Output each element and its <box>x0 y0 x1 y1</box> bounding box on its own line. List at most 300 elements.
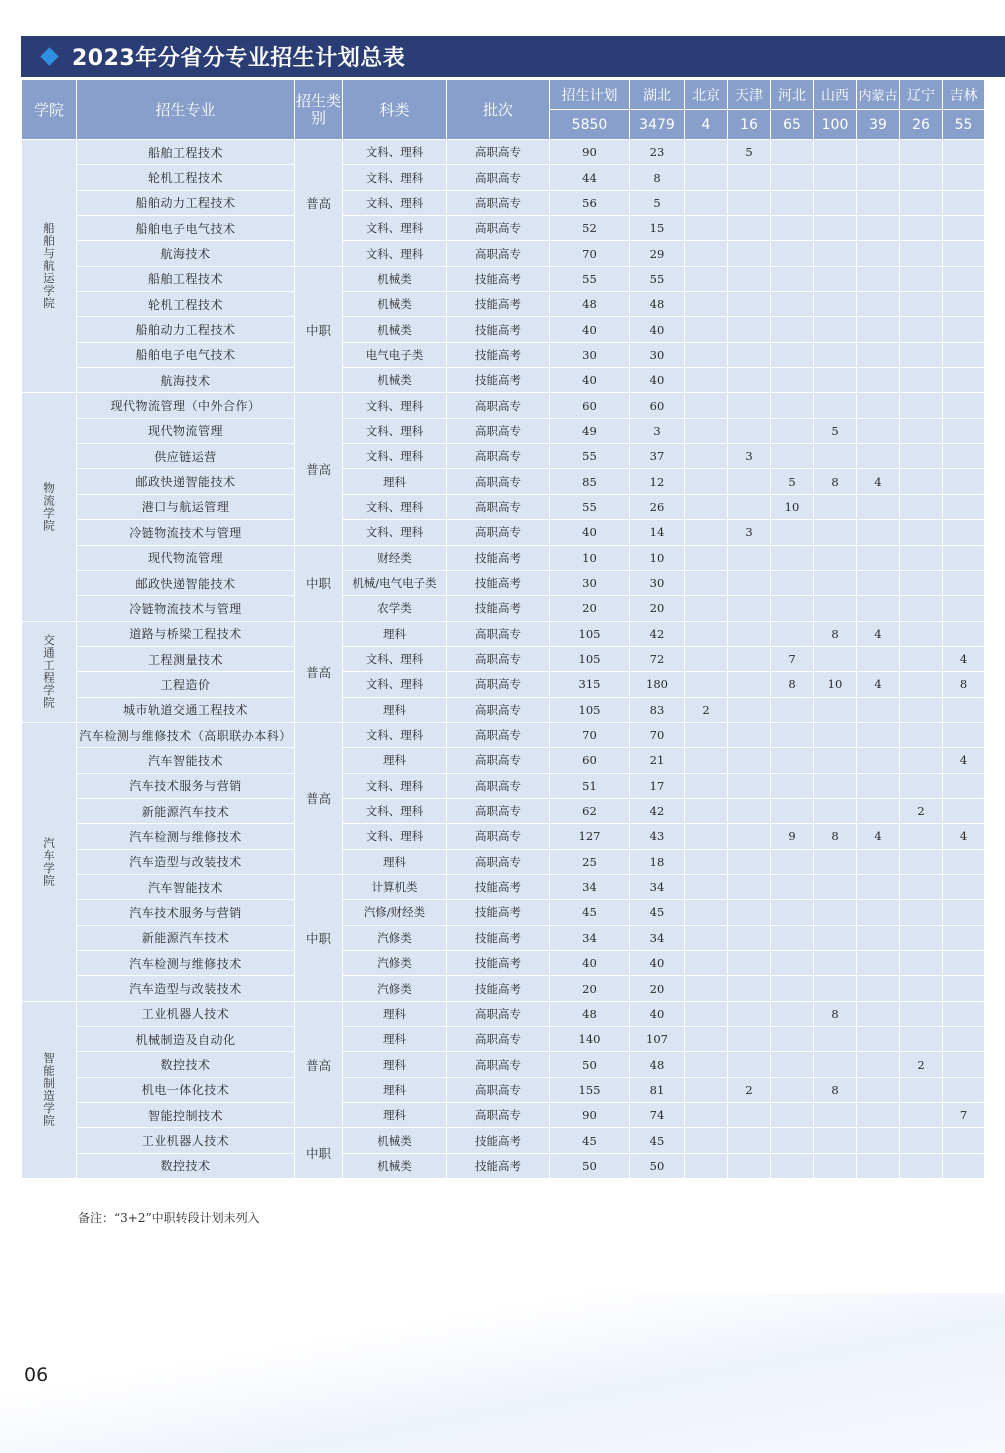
subject-type: 理科 <box>343 1103 447 1128</box>
province-count: 15 <box>630 216 685 241</box>
province-count <box>900 697 943 722</box>
major-name: 邮政快递智能技术 <box>77 570 295 595</box>
province-count: 4 <box>857 621 900 646</box>
major-name: 邮政快递智能技术 <box>77 469 295 494</box>
province-count <box>857 190 900 215</box>
province-count: 5 <box>814 418 857 443</box>
plan-total: 70 <box>550 241 630 266</box>
batch-type: 高职高专 <box>447 646 550 671</box>
province-count: 45 <box>630 900 685 925</box>
province-count <box>900 1103 943 1128</box>
province-count <box>857 570 900 595</box>
province-count <box>900 951 943 976</box>
table-row <box>22 874 985 899</box>
table-row <box>22 190 985 215</box>
subject-type: 文科、理科 <box>343 773 447 798</box>
province-count <box>900 925 943 950</box>
province-count <box>685 621 728 646</box>
table-row <box>22 570 985 595</box>
subject-type: 机械类 <box>343 1128 447 1153</box>
province-count <box>900 570 943 595</box>
province-count <box>900 621 943 646</box>
province-count <box>943 1077 985 1102</box>
province-count <box>685 1052 728 1077</box>
plan-total: 60 <box>550 748 630 773</box>
table-row <box>22 1128 985 1153</box>
plan-total: 315 <box>550 672 630 697</box>
province-count <box>900 849 943 874</box>
province-count <box>943 1001 985 1026</box>
province-count: 8 <box>814 1001 857 1026</box>
subject-type: 文科、理科 <box>343 241 447 266</box>
province-count <box>900 646 943 671</box>
province-count <box>814 545 857 570</box>
header-province: 吉林 <box>943 80 985 110</box>
subject-type: 机械类 <box>343 1153 447 1178</box>
province-count <box>771 1153 814 1178</box>
batch-type: 高职高专 <box>447 1052 550 1077</box>
province-count: 10 <box>771 494 814 519</box>
plan-total: 85 <box>550 469 630 494</box>
province-count <box>857 393 900 418</box>
province-count <box>943 140 985 165</box>
province-count <box>814 900 857 925</box>
province-count: 29 <box>630 241 685 266</box>
plan-total: 140 <box>550 1027 630 1052</box>
plan-total: 49 <box>550 418 630 443</box>
table-row <box>22 520 985 545</box>
major-name: 船舶电子电气技术 <box>77 216 295 241</box>
province-count <box>857 1027 900 1052</box>
major-name: 汽车造型与改装技术 <box>77 849 295 874</box>
province-count <box>943 976 985 1001</box>
province-count <box>685 874 728 899</box>
province-count <box>943 1128 985 1153</box>
batch-type: 高职高专 <box>447 1103 550 1128</box>
admission-category: 普高 <box>295 140 343 267</box>
province-count <box>900 444 943 469</box>
major-name: 汽车造型与改装技术 <box>77 976 295 1001</box>
major-name: 机电一体化技术 <box>77 1077 295 1102</box>
province-count: 8 <box>943 672 985 697</box>
subject-type: 理科 <box>343 1001 447 1026</box>
province-count <box>857 266 900 291</box>
header-province-total: 39 <box>857 110 900 140</box>
subject-type: 计算机类 <box>343 874 447 899</box>
batch-type: 技能高考 <box>447 976 550 1001</box>
province-count <box>814 1128 857 1153</box>
province-count <box>857 697 900 722</box>
header-province-total: 100 <box>814 110 857 140</box>
province-count <box>814 444 857 469</box>
header-total-value: 5850 <box>550 110 630 140</box>
province-count <box>728 494 771 519</box>
province-count <box>685 494 728 519</box>
province-count <box>728 672 771 697</box>
table-row <box>22 444 985 469</box>
province-count: 23 <box>630 140 685 165</box>
college-name: 船舶与航运学院 <box>22 140 77 393</box>
province-count: 43 <box>630 824 685 849</box>
batch-type: 技能高考 <box>447 292 550 317</box>
subject-type: 文科、理科 <box>343 165 447 190</box>
province-count <box>728 976 771 1001</box>
province-count <box>685 165 728 190</box>
province-count <box>728 469 771 494</box>
province-count <box>771 418 814 443</box>
plan-total: 45 <box>550 1128 630 1153</box>
province-count <box>943 621 985 646</box>
province-count: 37 <box>630 444 685 469</box>
province-count <box>728 570 771 595</box>
province-count <box>771 1052 814 1077</box>
province-count <box>728 1103 771 1128</box>
plan-total: 127 <box>550 824 630 849</box>
province-count <box>943 444 985 469</box>
table-row <box>22 1103 985 1128</box>
province-count <box>814 494 857 519</box>
province-count <box>900 1128 943 1153</box>
plan-total: 55 <box>550 444 630 469</box>
province-count <box>814 216 857 241</box>
plan-total: 105 <box>550 646 630 671</box>
table-row <box>22 165 985 190</box>
table-body <box>22 140 985 1179</box>
province-count <box>943 165 985 190</box>
province-count <box>857 241 900 266</box>
batch-type: 高职高专 <box>447 672 550 697</box>
table-row <box>22 672 985 697</box>
province-count <box>943 874 985 899</box>
province-count <box>771 621 814 646</box>
major-name: 冷链物流技术与管理 <box>77 596 295 621</box>
province-count <box>814 266 857 291</box>
batch-type: 技能高考 <box>447 545 550 570</box>
province-count <box>771 570 814 595</box>
plan-total: 45 <box>550 900 630 925</box>
subject-type: 文科、理科 <box>343 722 447 747</box>
subject-type: 文科、理科 <box>343 140 447 165</box>
province-count <box>728 393 771 418</box>
province-count <box>814 520 857 545</box>
table-row <box>22 1001 985 1026</box>
province-count <box>900 469 943 494</box>
major-name: 工业机器人技术 <box>77 1001 295 1026</box>
admission-category: 中职 <box>295 1128 343 1179</box>
subject-type: 机械类 <box>343 317 447 342</box>
province-count: 42 <box>630 798 685 823</box>
province-count: 5 <box>728 140 771 165</box>
province-count <box>685 1001 728 1026</box>
province-count <box>857 722 900 747</box>
province-count: 3 <box>630 418 685 443</box>
province-count <box>771 849 814 874</box>
header-province: 辽宁 <box>900 80 943 110</box>
province-count <box>728 165 771 190</box>
subject-type: 机械/电气电子类 <box>343 570 447 595</box>
province-count <box>728 545 771 570</box>
subject-type: 文科、理科 <box>343 646 447 671</box>
province-count <box>771 317 814 342</box>
province-count <box>728 241 771 266</box>
province-count <box>943 266 985 291</box>
table-row <box>22 697 985 722</box>
header-province-total: 3479 <box>630 110 685 140</box>
province-count <box>728 596 771 621</box>
plan-total: 55 <box>550 494 630 519</box>
province-count: 5 <box>630 190 685 215</box>
plan-total: 34 <box>550 925 630 950</box>
province-count <box>814 646 857 671</box>
province-count <box>771 722 814 747</box>
major-name: 冷链物流技术与管理 <box>77 520 295 545</box>
province-count <box>900 672 943 697</box>
college-name: 物流学院 <box>22 393 77 621</box>
province-count <box>943 697 985 722</box>
header-province-total: 4 <box>685 110 728 140</box>
province-count <box>943 292 985 317</box>
province-count <box>943 773 985 798</box>
major-name: 船舶电子电气技术 <box>77 342 295 367</box>
province-count <box>814 976 857 1001</box>
province-count <box>900 393 943 418</box>
batch-type: 高职高专 <box>447 393 550 418</box>
province-count <box>900 342 943 367</box>
province-count <box>685 748 728 773</box>
plan-total: 90 <box>550 140 630 165</box>
province-count <box>771 596 814 621</box>
plan-total: 40 <box>550 951 630 976</box>
plan-total: 55 <box>550 266 630 291</box>
province-count <box>771 216 814 241</box>
province-count <box>943 241 985 266</box>
province-count <box>814 190 857 215</box>
table-row <box>22 545 985 570</box>
province-count <box>814 165 857 190</box>
province-count <box>728 317 771 342</box>
province-count <box>900 418 943 443</box>
plan-total: 30 <box>550 570 630 595</box>
province-count <box>685 1103 728 1128</box>
province-count <box>728 900 771 925</box>
subject-type: 电气电子类 <box>343 342 447 367</box>
major-name: 汽车检测与维修技术（高职联办本科） <box>77 722 295 747</box>
table-row <box>22 494 985 519</box>
major-name: 航海技术 <box>77 241 295 266</box>
table-row <box>22 824 985 849</box>
province-count <box>857 418 900 443</box>
plan-total: 70 <box>550 722 630 747</box>
province-count <box>728 646 771 671</box>
table-row <box>22 976 985 1001</box>
province-count <box>900 722 943 747</box>
province-count <box>771 520 814 545</box>
enrollment-plan-table <box>21 79 985 1179</box>
province-count <box>857 165 900 190</box>
batch-type: 高职高专 <box>447 165 550 190</box>
province-count <box>814 570 857 595</box>
diamond-icon <box>40 47 58 65</box>
province-count <box>728 292 771 317</box>
province-count <box>857 444 900 469</box>
province-count <box>857 976 900 1001</box>
province-count <box>771 266 814 291</box>
province-count: 70 <box>630 722 685 747</box>
admission-category: 普高 <box>295 393 343 545</box>
province-count <box>771 748 814 773</box>
subject-type: 理科 <box>343 621 447 646</box>
header-subject: 科类 <box>343 80 447 140</box>
table-row <box>22 216 985 241</box>
admission-category: 普高 <box>295 1001 343 1128</box>
province-count <box>857 874 900 899</box>
batch-type: 技能高考 <box>447 570 550 595</box>
province-count: 8 <box>814 824 857 849</box>
province-count <box>900 241 943 266</box>
province-count: 30 <box>630 570 685 595</box>
major-name: 工业机器人技术 <box>77 1128 295 1153</box>
college-name: 汽车学院 <box>22 722 77 1001</box>
table-row <box>22 317 985 342</box>
province-count: 2 <box>685 697 728 722</box>
province-count: 7 <box>943 1103 985 1128</box>
province-count <box>900 266 943 291</box>
table-row <box>22 900 985 925</box>
plan-total: 105 <box>550 621 630 646</box>
province-count <box>814 596 857 621</box>
province-count <box>900 545 943 570</box>
province-count <box>814 368 857 393</box>
province-count <box>814 849 857 874</box>
province-count <box>943 570 985 595</box>
plan-total: 30 <box>550 342 630 367</box>
major-name: 航海技术 <box>77 368 295 393</box>
province-count: 4 <box>943 748 985 773</box>
province-count <box>771 241 814 266</box>
province-count <box>943 925 985 950</box>
province-count <box>685 646 728 671</box>
province-count <box>943 393 985 418</box>
province-count <box>814 874 857 899</box>
header-province: 北京 <box>685 80 728 110</box>
province-count: 40 <box>630 1001 685 1026</box>
province-count <box>857 1128 900 1153</box>
plan-total: 105 <box>550 697 630 722</box>
province-count <box>857 317 900 342</box>
batch-type: 高职高专 <box>447 520 550 545</box>
province-count <box>814 317 857 342</box>
province-count <box>814 951 857 976</box>
province-count: 83 <box>630 697 685 722</box>
province-count <box>900 494 943 519</box>
province-count <box>771 798 814 823</box>
province-count <box>857 900 900 925</box>
province-count <box>943 849 985 874</box>
province-count <box>857 494 900 519</box>
province-count <box>857 140 900 165</box>
background-sweep <box>0 1293 1005 1453</box>
province-count <box>771 140 814 165</box>
province-count <box>814 241 857 266</box>
subject-type: 汽修类 <box>343 976 447 1001</box>
subject-type: 机械类 <box>343 368 447 393</box>
batch-type: 技能高考 <box>447 342 550 367</box>
province-count <box>857 1103 900 1128</box>
major-name: 船舶动力工程技术 <box>77 317 295 342</box>
province-count <box>857 951 900 976</box>
province-count: 2 <box>900 1052 943 1077</box>
province-count <box>728 1027 771 1052</box>
province-count: 21 <box>630 748 685 773</box>
subject-type: 汽修类 <box>343 925 447 950</box>
table-row <box>22 342 985 367</box>
province-count <box>943 1027 985 1052</box>
plan-total: 155 <box>550 1077 630 1102</box>
province-count: 3 <box>728 444 771 469</box>
header-province-total: 26 <box>900 110 943 140</box>
major-name: 数控技术 <box>77 1153 295 1178</box>
province-count <box>771 900 814 925</box>
province-count <box>728 1001 771 1026</box>
subject-type: 理科 <box>343 748 447 773</box>
province-count <box>685 596 728 621</box>
province-count: 20 <box>630 976 685 1001</box>
header-province: 山西 <box>814 80 857 110</box>
plan-total: 10 <box>550 545 630 570</box>
subject-type: 文科、理科 <box>343 444 447 469</box>
province-count <box>900 368 943 393</box>
province-count <box>900 773 943 798</box>
province-count <box>685 900 728 925</box>
province-count <box>685 951 728 976</box>
province-count <box>728 722 771 747</box>
province-count <box>771 165 814 190</box>
batch-type: 技能高考 <box>447 317 550 342</box>
major-name: 城市轨道交通工程技术 <box>77 697 295 722</box>
province-count: 8 <box>814 1077 857 1102</box>
college-name: 智能制造学院 <box>22 1001 77 1178</box>
province-count: 4 <box>857 672 900 697</box>
subject-type: 汽修类 <box>343 951 447 976</box>
plan-total: 50 <box>550 1052 630 1077</box>
plan-total: 48 <box>550 292 630 317</box>
batch-type: 技能高考 <box>447 266 550 291</box>
province-count <box>943 520 985 545</box>
province-count <box>728 1153 771 1178</box>
province-count: 72 <box>630 646 685 671</box>
province-count <box>685 925 728 950</box>
province-count <box>685 140 728 165</box>
province-count <box>900 1027 943 1052</box>
province-count <box>857 925 900 950</box>
province-count <box>857 545 900 570</box>
table-row <box>22 646 985 671</box>
province-count <box>771 190 814 215</box>
subject-type: 文科、理科 <box>343 418 447 443</box>
batch-type: 高职高专 <box>447 748 550 773</box>
province-count <box>685 266 728 291</box>
major-name: 汽车检测与维修技术 <box>77 824 295 849</box>
province-count: 8 <box>630 165 685 190</box>
province-count <box>728 849 771 874</box>
province-count <box>814 393 857 418</box>
province-count <box>685 444 728 469</box>
province-count: 74 <box>630 1103 685 1128</box>
province-count <box>943 1153 985 1178</box>
province-count <box>728 1052 771 1077</box>
province-count <box>814 140 857 165</box>
province-count <box>771 292 814 317</box>
